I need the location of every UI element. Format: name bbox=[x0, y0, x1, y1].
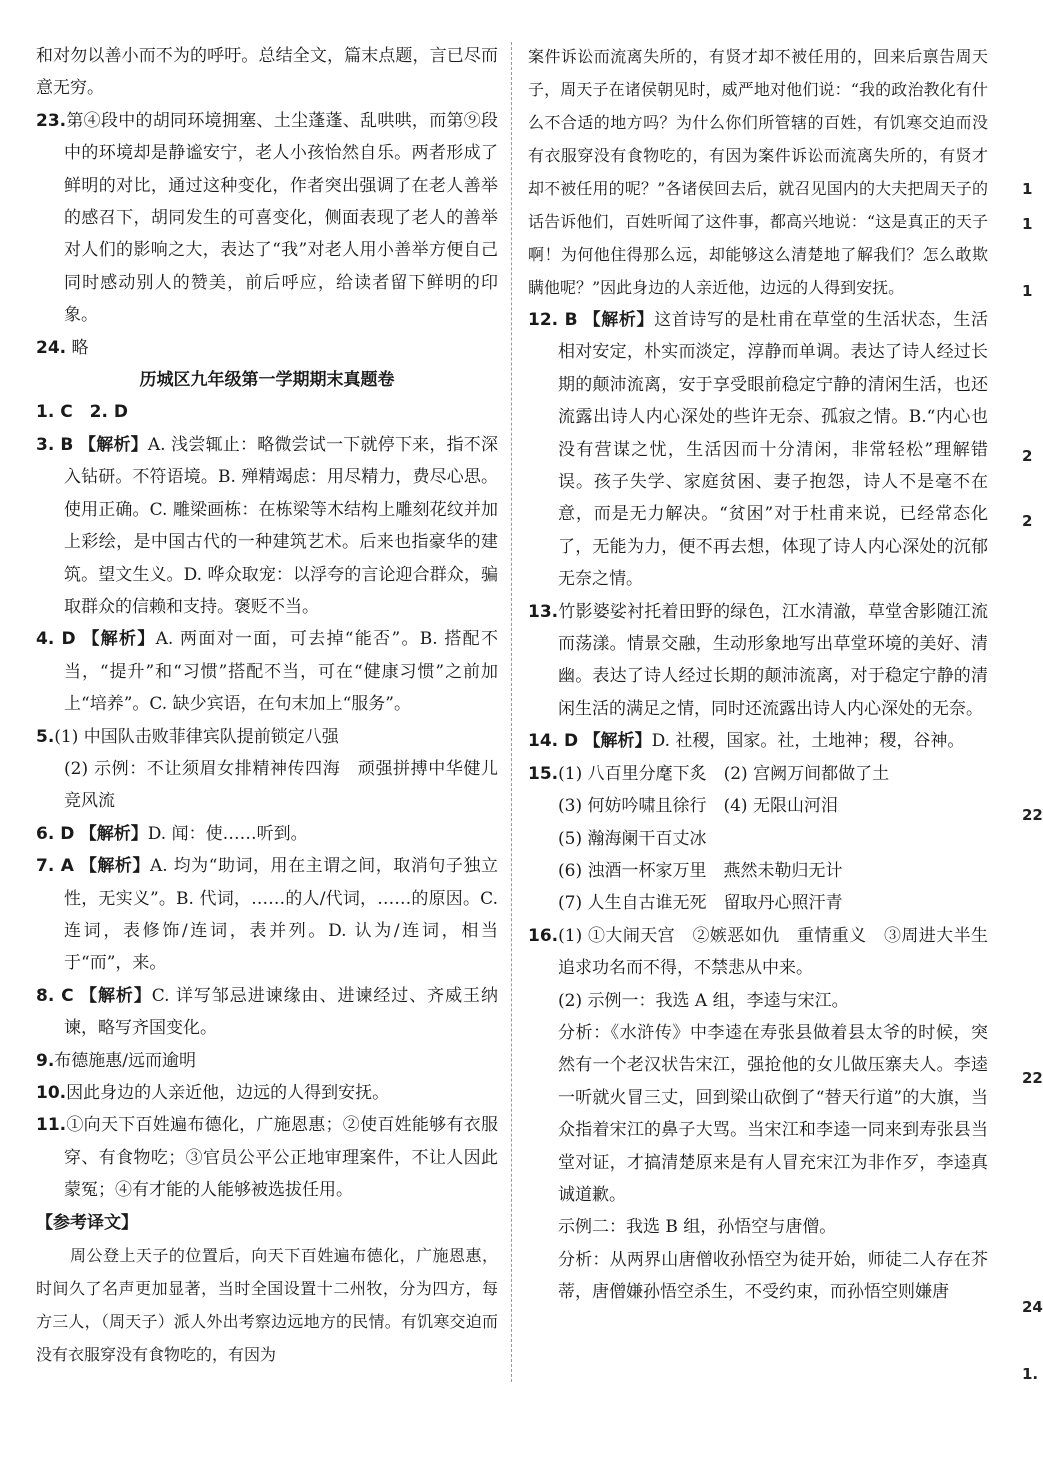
question-15-line: (7) 人生自古谁无死 留取丹心照汗青 bbox=[558, 893, 843, 914]
edge-mark: 22 bbox=[1022, 806, 1043, 824]
analysis-tag: 【解析】 bbox=[79, 434, 148, 455]
answer-text: A. 浅尝辄止：略微尝试一下就停下来，指不深入钻研。不符语境。B. 殚精竭虑：用尽精力，费尽心思。使用正确。C. 雕梁画栋：在栋梁等木结构上雕刻花纹并加上彩绘，是中国古代的一种建筑艺术。后来也指豪华的建筑。望文生义。D. 哗众取宠：以浮夸的言论迎合群众，骗取群众的信赖和支持。褒贬不当。 bbox=[64, 434, 499, 617]
question-16-example-2: 示例二：我选 B 组，孙悟空与唐僧。 bbox=[558, 1217, 837, 1238]
question-number: 14. D bbox=[528, 731, 579, 752]
reference-translation-text: 周公登上天子的位置后，向天下百姓遍布德化，广施恩惠，时间久了名声更加显著，当时全国设置十二州牧，分为四方，每方三人，（周天子）派人外出考察边远地方的民情。有饥寒交迫而没有衣服穿没有食物吃的，有因为 bbox=[36, 1246, 498, 1365]
question-15 bbox=[528, 758, 988, 790]
question-23 bbox=[36, 105, 498, 332]
question-number: 11. bbox=[36, 1115, 67, 1136]
question-number: 6. D bbox=[36, 823, 75, 844]
edge-mark: 22 bbox=[1022, 1069, 1043, 1087]
analysis-tag: 【解析】 bbox=[79, 856, 151, 877]
question-11 bbox=[36, 1109, 498, 1206]
analysis-tag: 【解析】 bbox=[583, 731, 652, 752]
question-number: 4. D bbox=[36, 629, 76, 650]
answer-part-1: (1) 中国队击败菲律宾队提前锁定八强 bbox=[54, 726, 339, 747]
answer-text: A. 均为“助词，用在主谓之间，取消句子独立性，无实义”。B. 代词，……的人/代词，……的原因。C. 连词，表修饰/连词，表并列。D. 认为/连词，相当于“而”，来。 bbox=[64, 856, 499, 974]
question-number: 8. C bbox=[36, 985, 74, 1006]
question-16-example-1: (2) 示例一：我选 A 组，李逵与宋江。 bbox=[558, 990, 849, 1011]
analysis-tag: 【解析】 bbox=[82, 629, 156, 650]
intro-paragraph: 和对勿以善小而不为的呼吁。总结全文，篇末点题，言已尽而意无穷。 bbox=[36, 46, 498, 99]
question-7 bbox=[36, 850, 498, 980]
question-number: 9. bbox=[36, 1050, 55, 1071]
analysis-tag: 【解析】 bbox=[79, 823, 148, 844]
analysis-tag: 【解析】 bbox=[80, 985, 152, 1006]
question-number: 10. bbox=[36, 1083, 67, 1103]
reference-translation-title: 【参考译文】 bbox=[36, 1212, 138, 1233]
analysis-tag: 【解析】 bbox=[583, 310, 655, 330]
question-number: 15. bbox=[528, 763, 559, 784]
question-6 bbox=[36, 818, 498, 850]
left-column bbox=[36, 40, 498, 1371]
question-15-line: (6) 浊酒一杯家万里 燕然未勒归无计 bbox=[558, 860, 843, 881]
answer-text: D. 闻：使……听到。 bbox=[147, 823, 308, 844]
question-9 bbox=[36, 1045, 498, 1077]
edge-mark: 1 bbox=[1022, 180, 1033, 198]
answer-text: 因此身边的人亲近他，边远的人得到安抚。 bbox=[66, 1083, 390, 1103]
answer-text: ①向天下百姓遍布德化，广施恩惠；②使百姓能够有衣服穿、有食物吃；③官员公平公正地审理案件，不让人因此蒙冤；④有才能的人能够被选拔任用。 bbox=[64, 1115, 498, 1201]
question-15-line: (5) 瀚海阑干百丈冰 bbox=[558, 828, 707, 849]
answer-text: 这首诗写的是杜甫在草堂的生活状态，生活相对安定，朴实而淡定，淳静而单调。表达了诗人经过长期的颠沛流离，安于享受眼前稳定宁静的清闲生活，也还流露出诗人内心深处的些许无奈、孤寂之情。B.“内心也没有营谋之忧，生活因而十分清闲，非常轻松”理解错误。孩子失学、家庭贫困、妻子抱怨，诗人不是毫不在意，而是无力解决。“贫困”对于杜甫来说，已经常态化了，无能为力，便不再去想，体现了诗人内心深处的沉郁无奈之情。 bbox=[558, 310, 989, 590]
edge-mark: 2 bbox=[1022, 512, 1033, 530]
answer-text: 略 bbox=[71, 337, 89, 358]
question-5 bbox=[36, 721, 498, 753]
question-number: 13. bbox=[528, 601, 559, 622]
question-number: 23. bbox=[36, 110, 67, 131]
question-number: 16. bbox=[528, 925, 559, 946]
question-number: 24. bbox=[36, 337, 67, 358]
question-14 bbox=[528, 725, 988, 757]
question-16 bbox=[528, 920, 988, 985]
question-number: 5. bbox=[36, 726, 55, 747]
question-24 bbox=[36, 332, 498, 364]
right-column bbox=[528, 40, 988, 1309]
question-12 bbox=[528, 304, 988, 596]
question-number: 12. B bbox=[528, 310, 578, 330]
section-title: 历城区九年级第一学期期末真题卷 bbox=[139, 370, 395, 391]
answer-text: 第④段中的胡同环境拥塞、土尘蓬蓬、乱哄哄，而第⑨段中的环境却是静谧安宁，老人小孩怡然自乐。两者形成了鲜明的对比，通过这种变化，作者突出强调了在老人善举的感召下，胡同发生的可喜变化，侧面表现了老人的善举对人们的影响之大，表达了“我”对老人用小善举方便自己同时感动别人的赞美，前后呼应，给读者留下鲜明的印象。 bbox=[64, 110, 498, 326]
edge-mark: 1 bbox=[1022, 282, 1033, 300]
question-10 bbox=[36, 1077, 498, 1109]
edge-mark: 24 bbox=[1022, 1298, 1043, 1316]
question-number: 7. A bbox=[36, 856, 74, 877]
answer-text: A. 两面对一面，可去掉“能否”。B. 搭配不当，“提升”和“习惯”搭配不当，可在“健康习惯”之前加上“培养”。C. 缺少宾语，在句末加上“服务”。 bbox=[64, 629, 498, 715]
question-1-2: 1. C 2. D bbox=[36, 402, 128, 423]
edge-mark: 2 bbox=[1022, 447, 1033, 465]
question-15-line: (3) 何妨吟啸且徐行 (4) 无限山河泪 bbox=[558, 796, 838, 817]
edge-mark: 1. bbox=[1022, 1365, 1039, 1383]
question-5-part-2: (2) 示例：不让须眉女排精神传四海 顽强拼搏中华健儿竞风流 bbox=[64, 758, 498, 812]
answer-part-1: (1) ①大闹天宫 ②嫉恶如仇 重情重义 ③周进大半生追求功名而不得，不禁悲从中来。 bbox=[558, 925, 988, 979]
edge-mark: 1 bbox=[1022, 215, 1033, 233]
question-number: 3. B bbox=[36, 434, 74, 455]
question-13 bbox=[528, 596, 988, 726]
column-divider bbox=[511, 42, 512, 1382]
answer-text: 竹影婆娑衬托着田野的绿色，江水清澈，草堂舍影随江流而荡漾。情景交融，生动形象地写出草堂环境的美好、清幽。表达了诗人经过长期的颠沛流离，对于稳定宁静的清闲生活的满足之情，同时还流露出诗人内心深处的无奈。 bbox=[558, 601, 988, 719]
answer-text: D. 社稷，国家。社，土地神；稷，谷神。 bbox=[651, 731, 965, 752]
answer-text: C. 详写邹忌进谏缘由、进谏经过、齐威王纳谏，略写齐国变化。 bbox=[64, 985, 499, 1039]
question-3 bbox=[36, 429, 498, 623]
question-8 bbox=[36, 980, 498, 1045]
reference-translation-continued: 案件诉讼而流离失所的，有贤才却不被任用的，回来后禀告周天子，周天子在诸侯朝见时，威严地对他们说：“我的政治教化有什么不合适的地方吗？为什么你们所管辖的百姓，有饥寒交迫而没有衣服穿没有食物吃的，有因为案件诉讼而流离失所的，有贤才却不被任用的呢？”各诸侯回去后，就召见国内的大夫把周天子的话告诉他们，百姓听闻了这件事，都高兴地说：“这是真正的天子啊！为何他住得那么远，却能够这么清楚地了解我们？怎么敢欺瞒他呢？”因此身边的人亲近他，边远的人得到安抚。 bbox=[528, 47, 988, 297]
answer-text: 布德施惠/远而逾明 bbox=[54, 1050, 197, 1071]
question-4 bbox=[36, 623, 498, 720]
question-16-example-1-analysis: 分析：《水浒传》中李逵在寿张县做着县太爷的时候，突然有一个老汉状告宋江，强抢他的女儿做压寨夫人。李逵一听就火冒三丈，回到梁山砍倒了“替天行道”的大旗，当众指着宋江的鼻子大骂。当宋江和李逵一同来到寿张县当堂对证，才搞清楚原来是有人冒充宋江为非作歹，李逵真诚道歉。 bbox=[558, 1022, 988, 1205]
question-16-example-2-analysis: 分析：从两界山唐僧收孙悟空为徒开始，师徒二人存在芥蒂，唐僧嫌孙悟空杀生，不受约束，而孙悟空则嫌唐 bbox=[558, 1249, 988, 1303]
answer-line: (1) 八百里分麾下炙 (2) 宫阙万间都做了土 bbox=[558, 763, 890, 784]
